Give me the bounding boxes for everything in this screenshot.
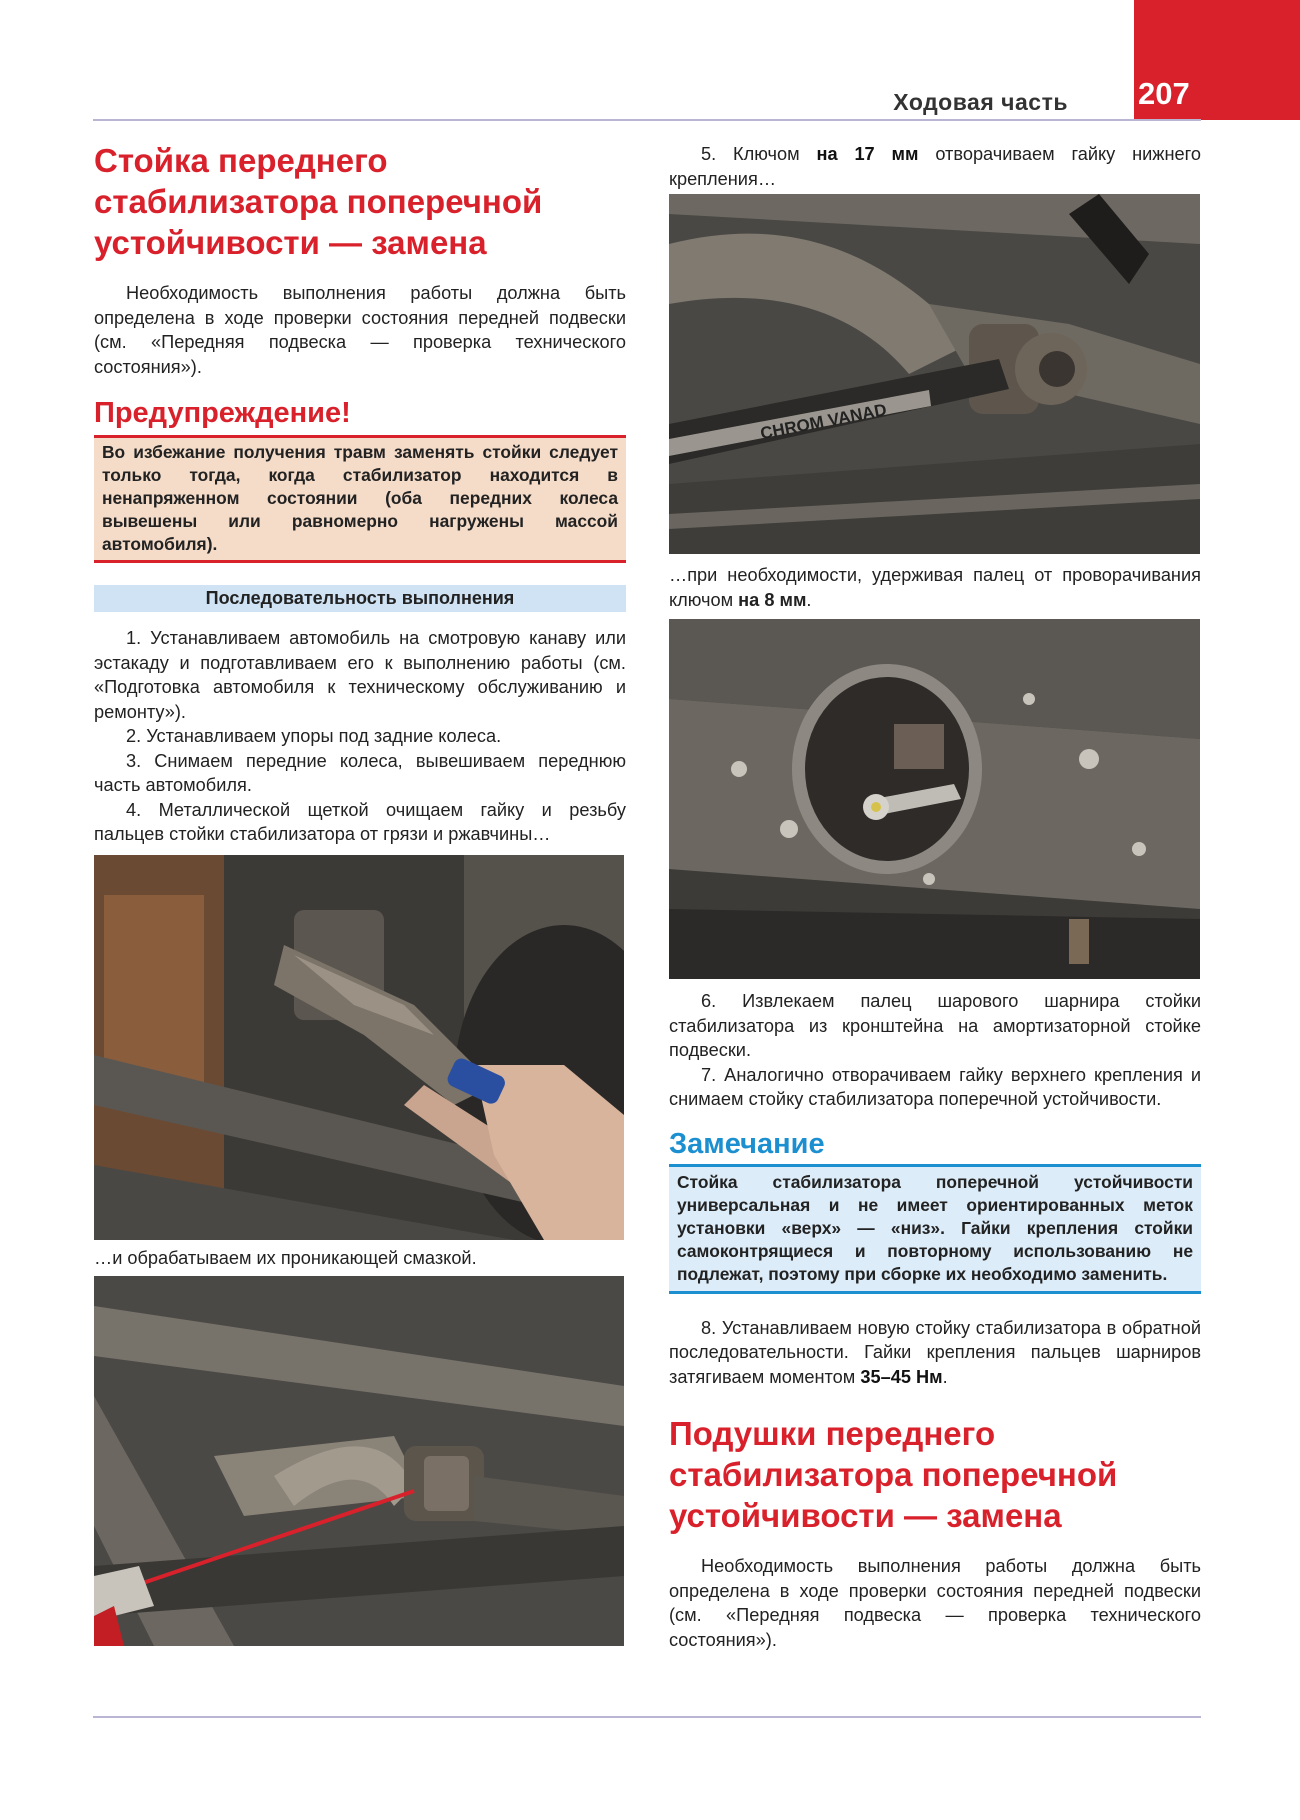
step-item: 3. Снимаем передние колеса, вывешиваем переднюю часть автомобиля. — [94, 750, 626, 795]
second-article-title: Подушки переднего стабилизатора поперечной устойчивости — замена — [669, 1415, 1118, 1534]
step-item: 1. Устанавливаем автомобиль на смотровую канаву или эстакаду и подготавливаем его к выполнению работы (см. «Подготовка автомобиля к техническому обслуживанию и ремонту»). — [94, 628, 626, 722]
header-rule — [93, 119, 1201, 121]
left-column — [94, 140, 626, 1646]
sequence-label: Последовательность выполнения — [94, 585, 626, 612]
photo-caption: …при необходимости, удерживая палец от проворачивания ключом на 8 мм. — [669, 565, 1201, 610]
photo-hold-pin — [669, 619, 1200, 979]
wrench-label: CHROM VANAD — [758, 400, 889, 444]
note-box: Стойка стабилизатора поперечной устойчивости универсальная и не имеет ориентированных меток установки «верх» — «низ». Гайки крепления стойки самоконтрящиеся и повторному использованию не подлежат, поэтому при сборке их необходимо заменить. — [669, 1164, 1201, 1294]
photo-lubricant — [94, 1276, 624, 1646]
page-number: 207 — [1138, 76, 1190, 111]
warning-heading: Предупреждение! — [94, 397, 351, 429]
step-5: 5. Ключом на 17 мм отворачиваем гайку нижнего крепления… — [669, 144, 1201, 189]
step-7: 7. Аналогично отворачиваем гайку верхнего крепления и снимаем стойку стабилизатора поперечной устойчивости. — [669, 1064, 1201, 1109]
step-item: 4. Металлической щеткой очищаем гайку и резьбу пальцев стойки стабилизатора от грязи и ржавчины… — [94, 799, 626, 844]
photo-caption: …и обрабатываем их проникающей смазкой. — [94, 1247, 477, 1268]
page-number-tab — [1134, 0, 1300, 120]
photo-brush-cleaning — [94, 855, 624, 1240]
step-6: 6. Извлекаем палец шарового шарнира стойки стабилизатора из кронштейна на амортизаторной стойке подвески. — [669, 991, 1201, 1060]
warning-box: Во избежание получения травм заменять стойки следует только тогда, когда стабилизатор находится в ненапряженном состоянии (оба передних колеса вывешены или равномерно нагружены массой автомобиля). — [94, 435, 626, 563]
step-item: 2. Устанавливаем упоры под задние колеса. — [126, 726, 502, 746]
steps-list — [94, 626, 626, 847]
step-8: 8. Устанавливаем новую стойку стабилизатора в обратной последовательности. Гайки крепления пальцев шарниров затягиваем моментом 35–45 Нм. — [669, 1317, 1201, 1387]
intro-paragraph: Необходимость выполнения работы должна быть определена в ходе проверки состояния передней подвески (см. «Передняя подвеска — проверка технического состояния»). — [94, 283, 626, 377]
right-column — [669, 142, 1201, 1652]
second-intro-paragraph: Необходимость выполнения работы должна быть определена в ходе проверки состояния передней подвески (см. «Передняя подвеска — проверка технического состояния»). — [669, 1556, 1201, 1650]
section-title: Ходовая часть — [893, 89, 1068, 115]
photo-wrench-lower-nut — [669, 194, 1200, 554]
article-title: Стойка переднего стабилизатора поперечной устойчивости — замена — [94, 142, 543, 261]
footer-rule — [93, 1716, 1201, 1718]
note-heading: Замечание — [669, 1127, 825, 1160]
